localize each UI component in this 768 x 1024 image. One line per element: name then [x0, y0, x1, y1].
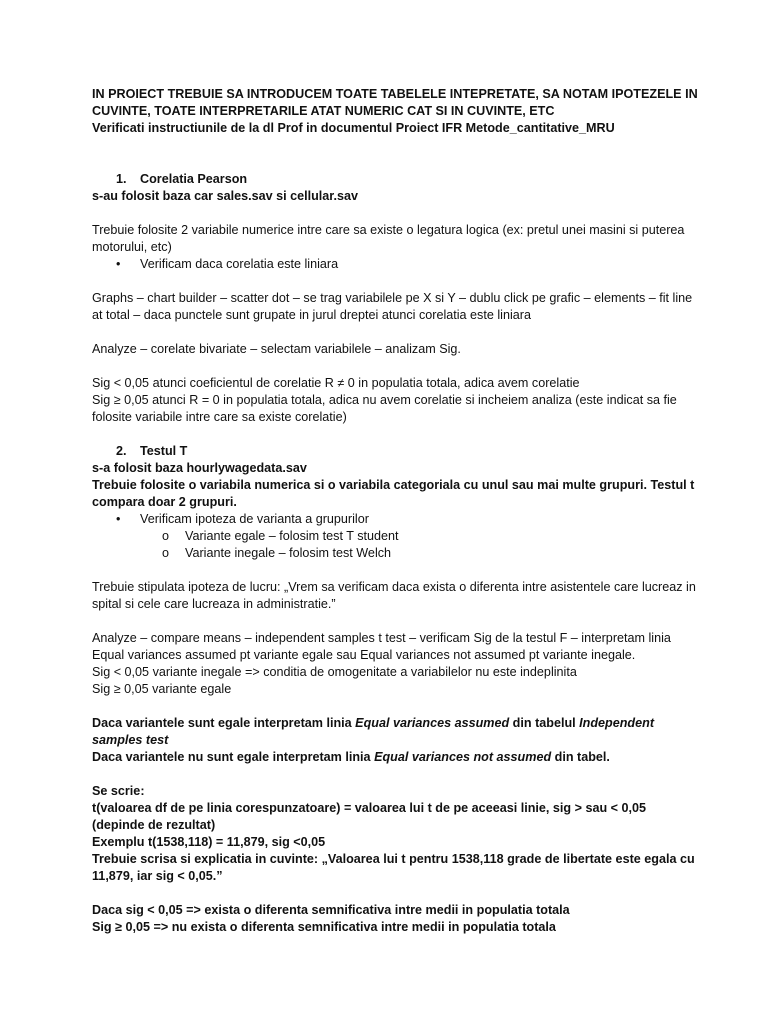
section2-bullet-text: Verificam ipoteza de varianta a grupurilor — [140, 512, 369, 526]
section2-sub1-text: Variante egale – folosim test T student — [185, 529, 399, 543]
section2-bullet — [92, 511, 698, 528]
section2-hypothesis: Trebuie stipulata ipoteza de lucru: „Vrem sa verificam daca exista o diferenta intre asistentele care lucreaz in spital si cele care lucreaza in administratie.” — [92, 580, 696, 611]
section1-heading — [92, 171, 698, 188]
equal-text-a: Daca variantele sunt egale interpretam linia — [92, 716, 356, 730]
bullet-icon: • — [116, 257, 121, 271]
section1-graphs: Graphs – chart builder – scatter dot – se trag variabilele pe X si Y – dublu click pe grafic – elements – fit line at total – daca punctele sunt grupate in jurul dreptei atunci corelatia este liniara — [92, 291, 693, 322]
section2-sig-lt: Sig < 0,05 variante inegale => conditia de omogenitate a variabilelor nu este indeplinita — [92, 665, 577, 679]
section2-explanation: Trebuie scrisa si explicatia in cuvinte: „Valoarea lui t pentru 1538,118 grade de libertate este egala cu 11,879, iar sig < 0,05.” — [92, 852, 695, 883]
section2-subitem-equal — [92, 528, 698, 545]
section1-number: 1. — [116, 172, 127, 186]
section2-example: Exemplu t(1538,118) = 11,879, sig <0,05 — [92, 835, 326, 849]
section2-analyze: Analyze – compare means – independent samples t test – verificam Sig de la testul F – interpretam linia Equal variances assumed pt variante egale sau Equal variances not assumed pt variante inegale. — [92, 631, 671, 662]
equal-text-d: Independent samples test — [92, 716, 655, 747]
section2-formula: t(valoarea df de pe linia corespunzatoare) = valoarea lui t de pe aceeasi linie, sig > sau < 0,05 (depinde de rezultat) — [92, 801, 647, 832]
section2-heading — [92, 443, 698, 460]
bullet-icon: • — [116, 512, 121, 526]
equal-text-c: din tabelul — [509, 716, 580, 730]
section1-bullet-text: Verificam daca corelatia este liniara — [140, 257, 339, 271]
section1-requirement: Trebuie folosite 2 variabile numerice intre care sa existe o legatura logica (ex: pretul unei masini si puterea motorului, etc) — [92, 223, 685, 254]
header-reference: Verificati instructiunile de la dl Prof in documentul Proiect IFR Metode_cantitative_MRU — [92, 121, 615, 135]
section2-number: 2. — [116, 444, 127, 458]
section2-dataset-prefix: s-a folosit baza — [92, 461, 187, 475]
section1-title: Corelatia Pearson — [140, 172, 248, 186]
header-instructions: IN PROIECT TREBUIE SA INTRODUCEM TOATE TABELELE INTEPRETATE, SA NOTAM IPOTEZELE IN CUVINTE, TOATE INTERPRETARILE ATAT NUMERIC CAT SI IN CUVINTE, ETC — [92, 87, 698, 118]
unequal-text-b: Equal variances not assumed — [374, 750, 552, 764]
equal-text-b: Equal variances assumed — [355, 716, 510, 730]
circle-bullet-icon: o — [162, 529, 170, 543]
section2-equal-line — [92, 715, 698, 749]
section2-dataset — [92, 460, 698, 477]
section2-sub2-text: Variante inegale – folosim test Welch — [185, 546, 392, 560]
section2-se-scrie: Se scrie: — [92, 784, 145, 798]
section1-sig-ge: Sig ≥ 0,05 atunci R = 0 in populatia totala, adica nu avem corelatie si incheiem analiza (este indicat sa fie folosite variabile intre care sa existe corelatie) — [92, 393, 677, 424]
section2-conclusion-lt: Daca sig < 0,05 => exista o diferenta semnificativa intre medii in populatia totala — [92, 903, 570, 917]
section2-unequal-line — [92, 749, 698, 766]
section2-sig-ge: Sig ≥ 0,05 variante egale — [92, 682, 232, 696]
unequal-text-c: din tabel. — [551, 750, 610, 764]
section1-dataset: s-au folosit baza car sales.sav si cellular.sav — [92, 189, 359, 203]
section1-analyze: Analyze – corelate bivariate – selectam variabilele – analizam Sig. — [92, 342, 461, 356]
section2-subitem-unequal — [92, 545, 698, 562]
circle-bullet-icon: o — [162, 546, 170, 560]
section1-sig-lt: Sig < 0,05 atunci coeficientul de corelatie R ≠ 0 in populatia totala, adica avem corelatie — [92, 376, 580, 390]
unequal-text-a: Daca variantele nu sunt egale interpretam linia — [92, 750, 375, 764]
section1-bullet — [92, 256, 698, 273]
section2-conclusion-ge: Sig ≥ 0,05 => nu exista o diferenta semnificativa intre medii in populatia totala — [92, 920, 556, 934]
section2-requirement: Trebuie folosite o variabila numerica si o variabila categoriala cu unul sau mai multe grupuri. Testul t compara doar 2 grupuri. — [92, 478, 695, 509]
section2-title: Testul T — [140, 444, 188, 458]
section2-dataset-name: hourlywagedata.sav — [186, 461, 307, 475]
